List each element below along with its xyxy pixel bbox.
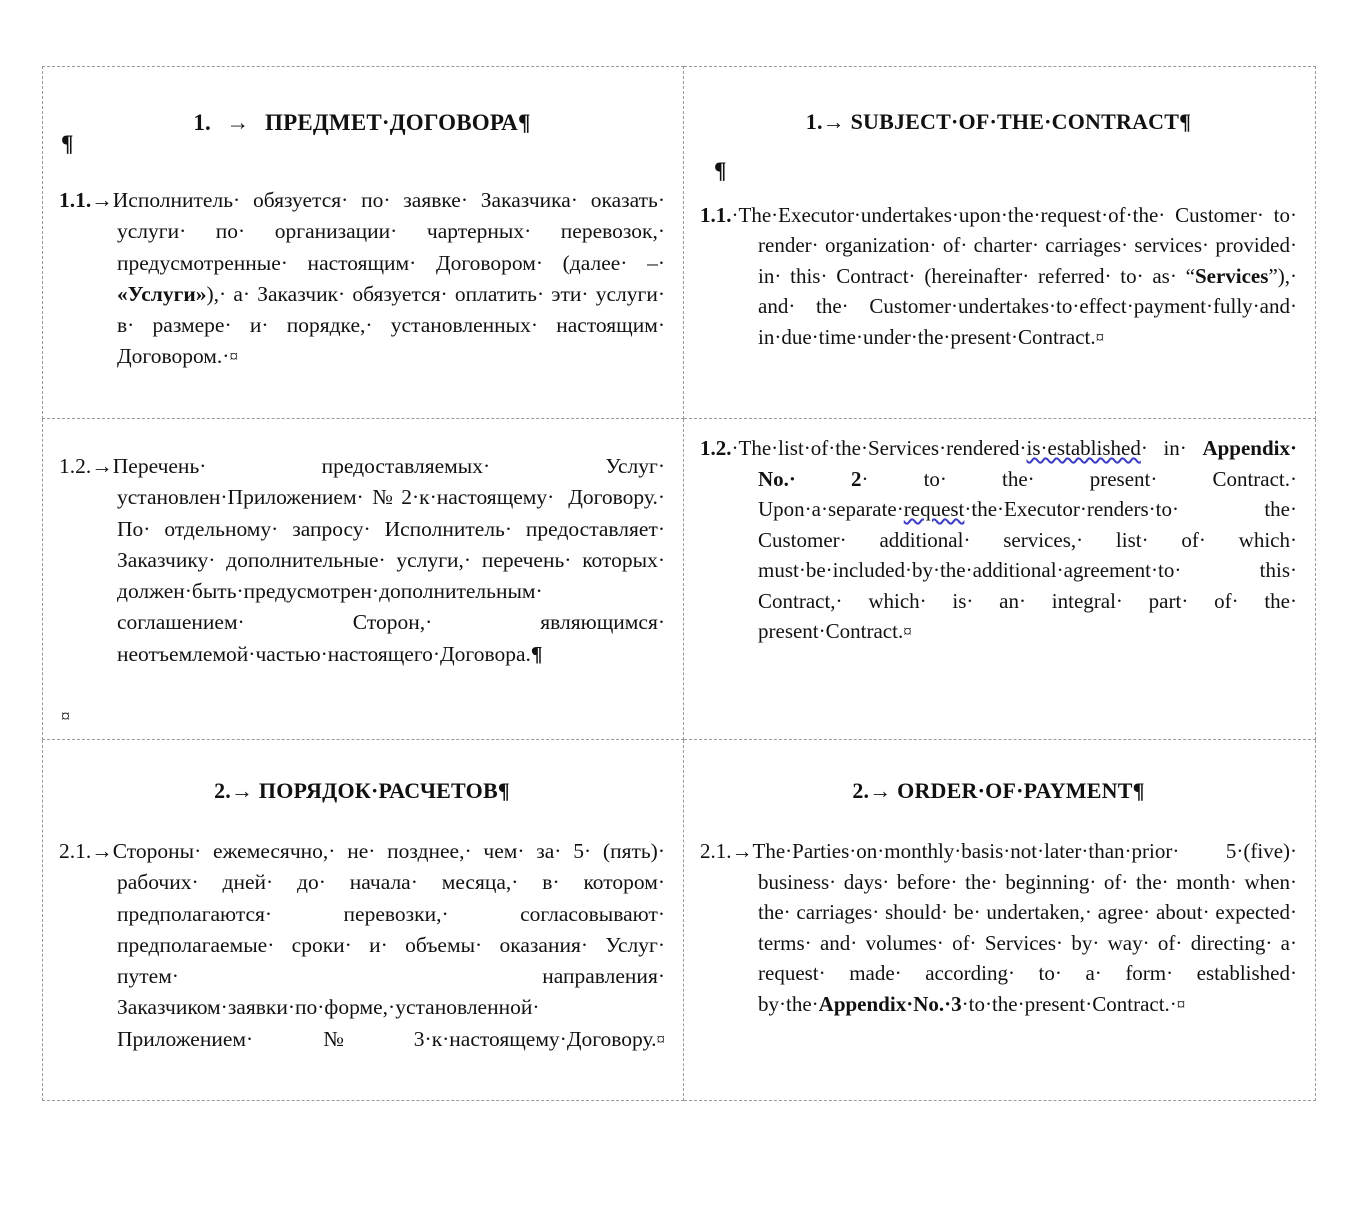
bilingual-contract-table (42, 66, 1316, 1101)
clause-text-part-3: · to· the· present· Contract.· Upon·a·separate· (758, 466, 1297, 522)
tab-arrow-icon: → (731, 838, 753, 863)
table-row (43, 740, 1316, 1101)
clause-text-part-4: ·the·Executor·renders·to· the· Customer· additional· services,· list· of· which· must·be·included·by·the·additional·agreement·to· this· Contract,· which· is· an· integral· part· of· the· present·Contract. (758, 497, 1297, 644)
tab-arrow-icon: → (91, 838, 113, 863)
clause-number: 1.1. (59, 188, 92, 213)
end-of-cell-mark: ¤ (61, 706, 70, 727)
cell-english-section1 (684, 67, 1316, 419)
clause-2-1-russian (59, 836, 665, 1086)
cell-english-section2 (684, 740, 1316, 1101)
clause-number: 2.1. (700, 838, 732, 863)
clause-text: Перечень· предоставляемых· Услуг· установлен·Приложением·№2·к·настоящему· Договору.· По· отдельному· запросу· Исполнитель· предоставляет· Заказчику· дополнительные· услуги,· перечень· которых· должен·быть·предусмотрен·дополнительным· соглашением· Сторон,· являющимся· неотъемлемой·частью·настоящего·Договора. (112, 454, 665, 666)
clause-text-part-1: ·The·list·of·the·Services·rendered· (731, 436, 1027, 461)
heading-number: 2. (214, 778, 231, 804)
cell-russian-clause-1-2 (43, 419, 684, 740)
defined-term-uslugi: «Услуги» (117, 281, 207, 306)
heading-english-section-1 (700, 81, 1297, 137)
heading-title-text: ПОРЯДОК·РАСЧЕТОВ¶ (258, 778, 510, 804)
grammar-flagged-text-request: request (903, 497, 965, 522)
cell-russian-section1 (43, 67, 684, 419)
heading-russian-section-2 (59, 754, 665, 806)
heading-title-text: ORDER·OF·PAYMENT¶ (897, 778, 1145, 804)
tab-arrow-icon: → (226, 110, 250, 135)
tab-arrow-icon: → (869, 778, 892, 804)
tab-arrow-icon: → (230, 778, 254, 804)
clause-text-part-2: ”),· and· the· Customer·undertakes·to·effect·payment·fully·and· in·due·time·under·the·present·Contract. (758, 263, 1297, 349)
clause-1-2-english (700, 433, 1297, 677)
heading-title-text: ПРЕДМЕТ·ДОГОВОРА¶ (265, 110, 531, 135)
clause-text-part-2: · in· (1140, 436, 1203, 461)
reference-appendix-no-2: Appendix· No.· 2 (758, 436, 1297, 491)
clause-number: 1.2. (59, 454, 92, 479)
clause-text-part-1: ·The·Executor·undertakes·upon·the·request·of·the· Customer· to· render· organization· of· charter· carriages· services· provided· in· this· Contract· (hereinafter· referred· to· as· “ (731, 202, 1297, 288)
clause-text: Стороны· ежемесячно,· не· позднее,· чем· за· 5· (пять)· рабочих· дней· до· начала· месяца,· в· котором· предполагаются· перевозки,· согласовывают· предполагаемые· сроки· и· объемы· оказания· Услуг· путем· направления· Заказчиком·заявки·по·форме,·установленной· Приложением·№3·к·настоящему·Договору. (112, 838, 665, 1051)
tab-arrow-icon: → (822, 109, 845, 134)
tab-arrow-icon: → (91, 188, 113, 213)
tab-arrow-icon: → (91, 454, 113, 479)
clause-1-1-english (700, 200, 1297, 383)
reference-appendix-no-3: Appendix·No.·3 (818, 991, 962, 1016)
defined-term-services: Services (1194, 263, 1269, 288)
end-of-cell-mark: ¤ (1176, 994, 1186, 1014)
clause-text-part-2: ·to·the·present·Contract.· (961, 991, 1177, 1016)
clause-number: 1.1. (700, 202, 732, 227)
clause-number: 1.2. (700, 436, 732, 461)
heading-title-text: SUBJECT·OF·THE·CONTRACT¶ (850, 109, 1192, 134)
table-row (43, 67, 1316, 419)
clause-text-part-1: Исполнитель· обязуется· по· заявке· Заказчика· оказать· услуги· по· организации· чартерных· перевозок,· предусмотренные· настоящим· Договором· (далее· –· (112, 188, 665, 275)
grammar-flagged-text-is-established: is·established (1026, 436, 1141, 461)
heading-number: 1. (193, 110, 212, 135)
clause-text-part-1: The·Parties·on·monthly·basis·not·later·than·prior· 5·(five)· business· days· before· the· beginning· of· the· month· when· the· carriages· should· be· undertaken,· agree· about· expected· terms· and· volumes· of· Services· by· way· of· directing· a· request· made· according· to· a· form· established· by·the· (752, 838, 1297, 1016)
cell-english-clause-1-2 (684, 419, 1316, 740)
heading-english-section-2 (700, 754, 1297, 806)
cell-russian-section2 (43, 740, 684, 1101)
clause-2-1-english (700, 836, 1297, 1050)
pilcrow-mark-english: ¶ (714, 157, 727, 183)
pilcrow-mark-russian: ¶ (61, 131, 74, 157)
end-of-cell-mark: ¤ (656, 1029, 665, 1049)
clause-1-2-russian (59, 451, 665, 701)
clause-number: 2.1. (59, 838, 92, 863)
heading-number: 2. (852, 778, 870, 804)
end-of-cell-mark: ¤ (229, 347, 238, 367)
end-of-cell-mark: ¤ (903, 622, 912, 642)
pilcrow-mark: ¶ (530, 641, 543, 666)
clause-1-1-russian (59, 185, 665, 404)
table-row (43, 419, 1316, 740)
end-of-cell-mark: ¤ (1095, 327, 1105, 347)
clause-text-part-2: ),· а· Заказчик· обязуется· оплатить· эти· услуги· в· размере· и· порядке,· установленных· настоящим· Договором.· (117, 281, 665, 369)
heading-russian-section-1 (59, 81, 665, 138)
heading-number: 1. (805, 109, 823, 134)
